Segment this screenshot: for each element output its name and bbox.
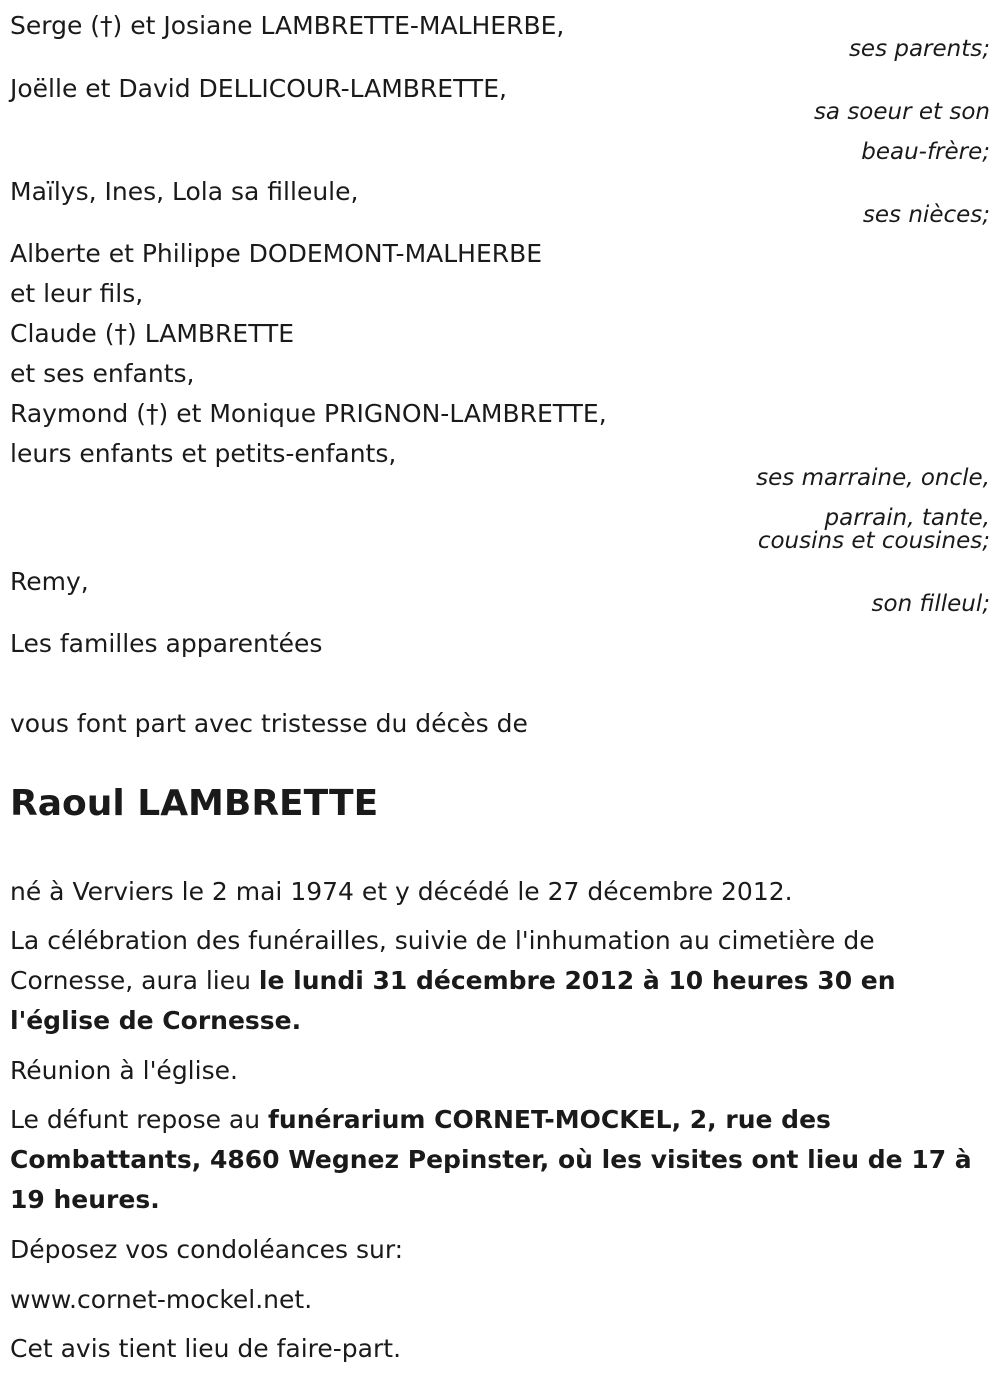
meeting-place: Réunion à l'église. — [10, 1056, 238, 1085]
announcement: vous font part avec tristesse du décès de — [10, 709, 528, 738]
aunts-relation-line-3: cousins et cousines; — [757, 528, 990, 554]
aunts-line-3: Claude (†) LAMBRETTE — [10, 319, 295, 348]
sister-relation-line-1: sa soeur et son — [813, 99, 990, 125]
aunts-line-5: Raymond (†) et Monique PRIGNON-LAMBRETTE, — [10, 399, 607, 428]
condolences-label: Déposez vos condoléances sur: — [10, 1235, 404, 1264]
funeral-intro: La célébration des funérailles, suivie de l'inhumation au cimetière de Cornesse, aura lieu — [10, 926, 875, 995]
funeral-paragraph — [10, 921, 995, 1041]
relatives: Les familles apparentées — [10, 629, 323, 658]
nieces-relation: ses nièces; — [862, 202, 990, 228]
parents-relation: ses parents; — [848, 36, 990, 62]
nieces-names: Maïlys, Ines, Lola sa filleule, — [10, 177, 359, 206]
sister-relation-line-2: beau-frère; — [861, 139, 990, 165]
godson-name: Remy, — [10, 567, 89, 596]
funeral-details: le lundi 31 décembre 2012 à 10 heures 30 en l'église de Cornesse. — [10, 966, 896, 1035]
repose-intro: Le défunt repose au — [10, 1105, 269, 1134]
birth-death: né à Verviers le 2 mai 1974 et y décédé le 27 décembre 2012. — [10, 877, 793, 906]
aunts-relation-line-1: ses marraine, oncle, — [756, 465, 990, 491]
aunts-line-4: et ses enfants, — [10, 359, 195, 388]
aunts-line-1: Alberte et Philippe DODEMONT-MALHERBE — [10, 239, 543, 268]
repose-paragraph — [10, 1100, 995, 1220]
godson-relation: son filleul; — [871, 591, 990, 617]
parents-names: Serge (†) et Josiane LAMBRETTE-MALHERBE, — [10, 11, 565, 40]
closing-note: Cet avis tient lieu de faire-part. — [10, 1334, 402, 1363]
aunts-line-2: et leur fils, — [10, 279, 144, 308]
aunts-relation-line-2: parrain, tante, — [824, 505, 990, 531]
sister-names: Joëlle et David DELLICOUR-LAMBRETTE, — [10, 74, 507, 103]
deceased-name: Raoul LAMBRETTE — [10, 783, 379, 824]
website-link[interactable]: www.cornet-mockel.net. — [10, 1285, 313, 1314]
repose-details: funérarium CORNET-MOCKEL, 2, rue des Combattants, 4860 Wegnez Pepinster, où les visites ont lieu de 17 à 19 heures. — [10, 1105, 972, 1214]
aunts-line-6: leurs enfants et petits-enfants, — [10, 439, 397, 468]
